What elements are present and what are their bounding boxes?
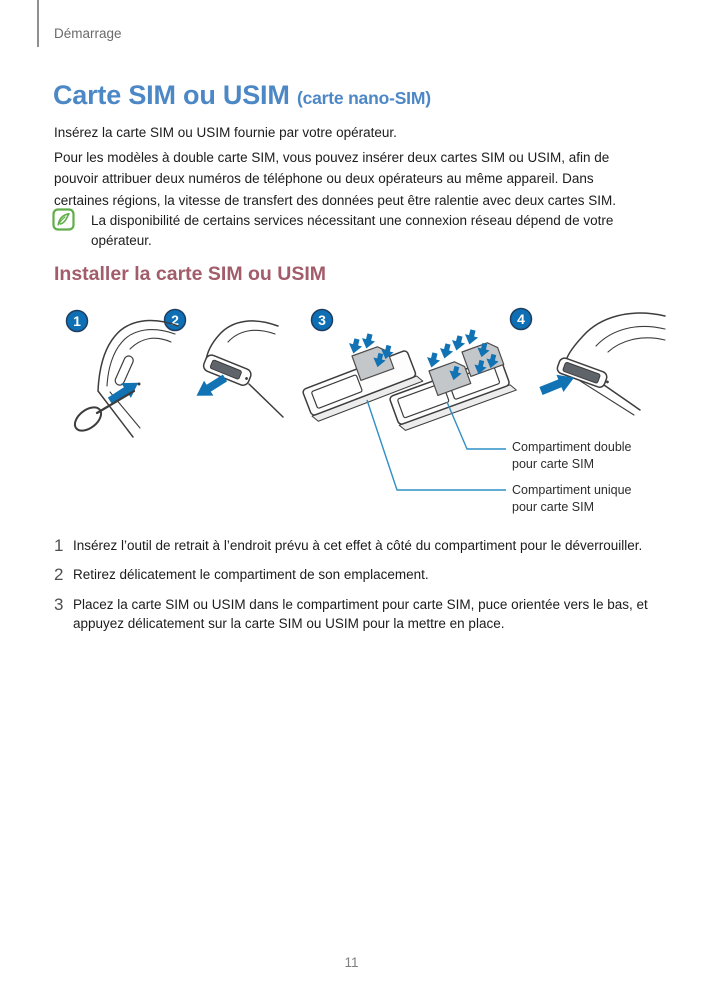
step-4-badge bbox=[511, 309, 532, 330]
note-leaf-icon bbox=[52, 208, 75, 231]
instruction-text: Placez la carte SIM ou USIM dans le compartiment pour carte SIM, puce orientée vers le bas, et appuyez délicatement sur la carte SIM ou USIM pour la mettre en place. bbox=[73, 596, 648, 632]
note-box bbox=[52, 208, 664, 252]
intro-paragraph: Insérez la carte SIM ou USIM fournie par votre opérateur. bbox=[54, 125, 397, 140]
page-title-main: Carte SIM ou USIM bbox=[53, 80, 297, 110]
callout-single-line1: Compartiment unique bbox=[512, 483, 632, 497]
sim-tray bbox=[202, 353, 253, 387]
page-title-sub: (carte nano-SIM) bbox=[296, 88, 431, 108]
step-2-badge bbox=[165, 310, 186, 331]
header-rule bbox=[37, 0, 39, 47]
step-4-illustration bbox=[537, 313, 665, 415]
page-number: 11 bbox=[344, 955, 359, 970]
installation-figure bbox=[0, 298, 703, 536]
step-3-badge bbox=[312, 310, 333, 331]
phone-corner bbox=[98, 321, 178, 437]
step-1-illustration bbox=[71, 321, 178, 437]
section-heading: Installer la carte SIM ou USIM bbox=[54, 263, 326, 285]
callout-single-line2: pour carte SIM bbox=[512, 499, 594, 514]
instruction-number: 3 bbox=[54, 594, 64, 614]
breadcrumb: Démarrage bbox=[54, 26, 122, 41]
callout-double-line1: Compartiment double bbox=[512, 440, 632, 454]
instruction-number: 2 bbox=[54, 565, 64, 585]
instruction-step-2 bbox=[54, 565, 660, 585]
instruction-step-3 bbox=[54, 595, 660, 634]
insert-sim-arrow-icon bbox=[425, 351, 442, 369]
svg-text:1: 1 bbox=[73, 313, 81, 329]
note-text: La disponibilité de certains services nécessitant une connexion réseau dépend de votre opérateur. bbox=[91, 213, 614, 249]
svg-text:2: 2 bbox=[171, 312, 179, 328]
callout-single-tray bbox=[512, 482, 632, 515]
svg-text:4: 4 bbox=[517, 311, 525, 327]
instruction-step-1 bbox=[54, 536, 660, 556]
svg-text:3: 3 bbox=[318, 312, 326, 328]
sim-tray-slot bbox=[114, 355, 135, 387]
step-2-illustration bbox=[192, 321, 283, 417]
instruction-text: Insérez l’outil de retrait à l’endroit prévu à cet effet à côté du compartiment pour le déverrouiller. bbox=[73, 538, 643, 553]
callout-double-line2: pour carte SIM bbox=[512, 456, 594, 471]
step-3-illustration bbox=[302, 328, 516, 431]
page-title bbox=[53, 80, 431, 111]
step-1-badge bbox=[67, 311, 88, 332]
callout-double-tray bbox=[512, 439, 632, 472]
insert-sim-arrow-icon bbox=[438, 342, 455, 360]
insert-sim-arrow-icon bbox=[450, 334, 467, 352]
insert-sim-arrow-icon bbox=[463, 328, 480, 346]
instruction-number: 1 bbox=[54, 536, 64, 555]
dual-sim-paragraph: Pour les modèles à double carte SIM, vous pouvez insérer deux cartes SIM ou USIM, afin de pouvoir attribuer deux numéros de téléphone ou deux opérateurs au même appareil. Dans certaines régions, la vitesse de transfert des données peut être ralentie avec deux cartes SIM. bbox=[54, 150, 617, 208]
instruction-text: Retirez délicatement le compartiment de son emplacement. bbox=[73, 567, 429, 583]
instructions-list bbox=[54, 536, 660, 643]
